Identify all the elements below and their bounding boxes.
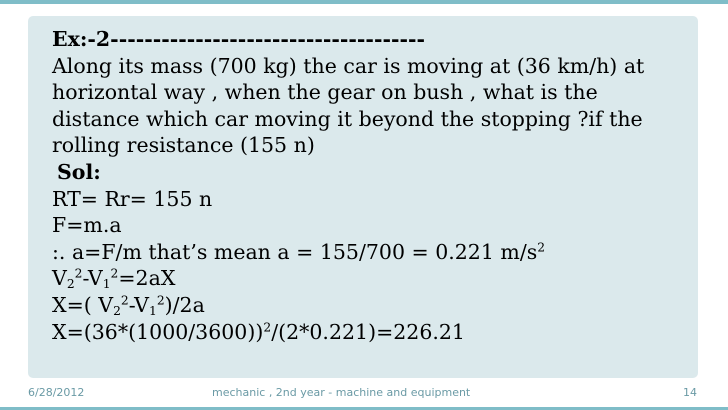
eq-x-sup-1: 2: [156, 293, 165, 308]
eq-v-minus: -V: [82, 266, 103, 291]
footer-title: mechanic , 2nd year - machine and equipment: [212, 386, 471, 399]
problem-line-4: rolling resistance (155 n): [52, 133, 315, 158]
top-accent-bar: [0, 0, 728, 4]
eq-x-sub-2: 2: [113, 304, 121, 318]
eq-v-rest: =2aX: [118, 266, 176, 291]
equation-acceleration: [52, 239, 692, 266]
eq-v-sup-2: 2: [74, 266, 83, 281]
equation-acceleration-text: :. a=F/m that’s mean a = 155/700 = 0.221 m/s: [52, 239, 538, 264]
eq-x-sup-2: 2: [120, 293, 129, 308]
equation-force: F=m.a: [52, 213, 122, 238]
footer-page-number: 14: [683, 386, 697, 399]
eq-x-minus: -V: [128, 292, 149, 317]
eq-v-symbol: V: [52, 266, 67, 291]
eq-v-sub-2: 2: [66, 277, 75, 292]
equation-final-result: [52, 319, 692, 346]
example-heading: Ex:-2-------------------------------------: [52, 27, 425, 51]
equation-distance: [52, 292, 692, 319]
eq-v-sub-1: 1: [102, 277, 111, 292]
problem-line-3: distance which car moving it beyond the stopping ?if the: [52, 106, 643, 131]
slide-footer: [0, 386, 728, 404]
eq-v-sup-1: 2: [110, 266, 119, 281]
eq-x-start: X=( V: [52, 292, 114, 317]
equation-velocity: [52, 265, 692, 292]
slide-content: [52, 26, 692, 345]
eq-final-start: X=(36*(1000/3600)): [52, 319, 264, 344]
equation-resistance: RT= Rr= 155 n: [52, 186, 213, 211]
problem-line-2: horizontal way , when the gear on bush , what is the: [52, 80, 598, 105]
equation-acceleration-exponent: 2: [537, 240, 546, 255]
problem-line-1: Along its mass (700 kg) the car is moving at (36 km/h) at: [52, 53, 645, 78]
eq-final-sup: 2: [263, 320, 272, 335]
eq-x-sub-1: 1: [149, 304, 157, 318]
eq-final-rest: /(2*0.221)=226.21: [271, 319, 465, 344]
eq-x-rest: )/2a: [164, 292, 205, 317]
solution-label: Sol:: [57, 159, 101, 184]
footer-date: 6/28/2012: [28, 386, 85, 399]
